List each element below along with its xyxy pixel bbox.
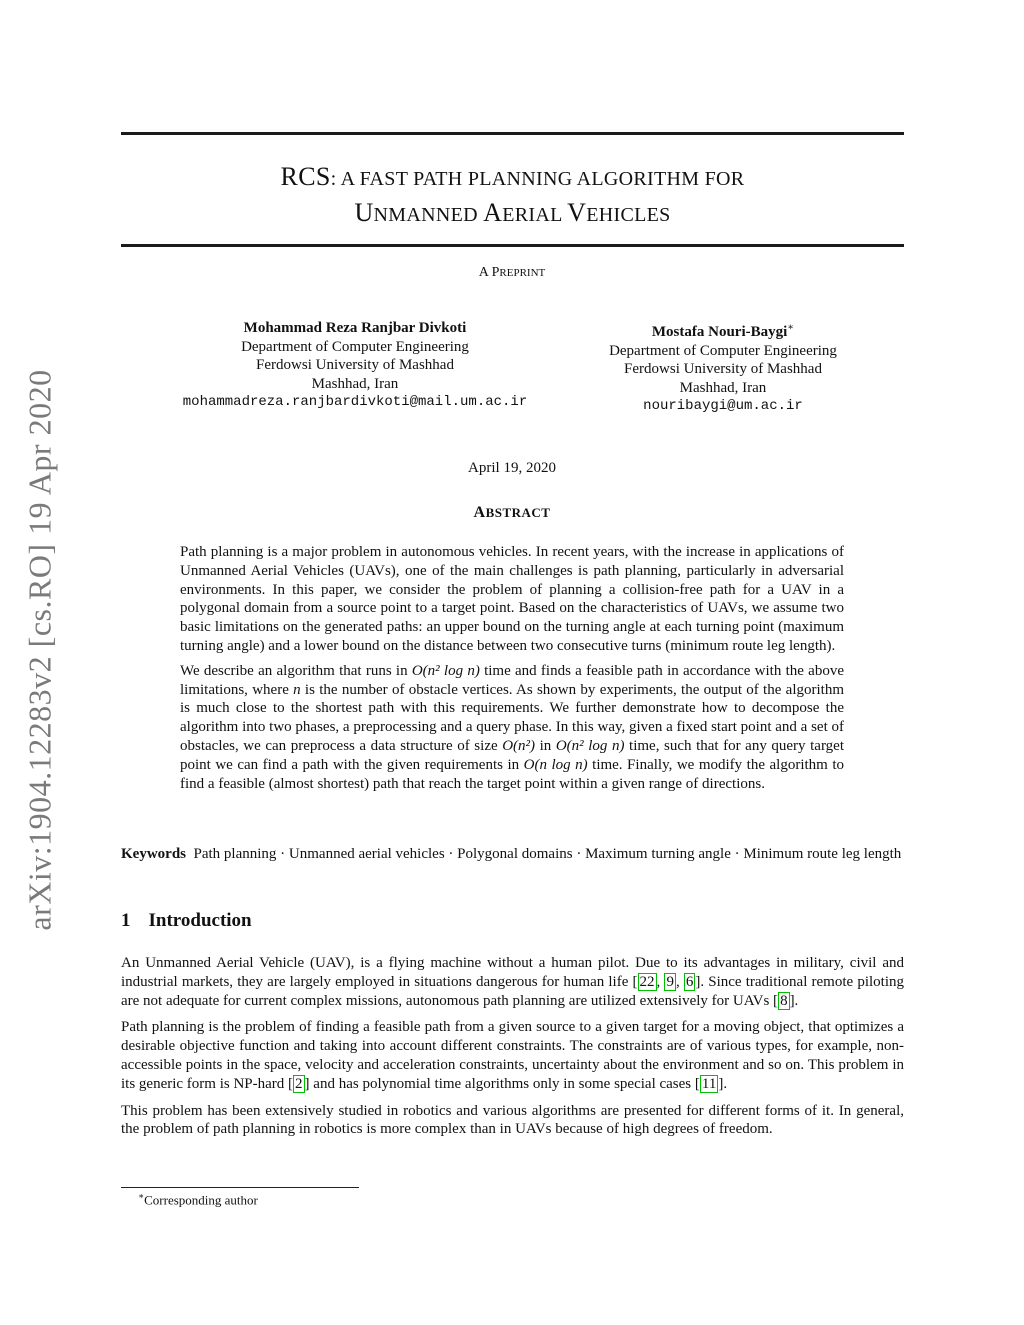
arxiv-id-text: arXiv:1904.12283v2 [cs.RO] 19 Apr 2020 [21,369,58,931]
footnote-rule [121,1187,359,1188]
preprint-label: A PREPRINT [478,265,546,280]
footnote: ∗Corresponding author [138,1191,258,1208]
author-univ: Ferdowsi University of Mashhad [624,361,822,377]
citation-link[interactable]: 11 [701,1075,717,1092]
author-univ: Ferdowsi University of Mashhad [256,357,454,373]
intro-paragraph-3: This problem has been extensively studied in robotics and various algorithms are presented for different forms of it. In general, the problem of path planning in robotics is more complex than in UAVs because of high degrees of freedom. [121,1102,904,1138]
arxiv-stamp [10,350,70,950]
author-city: Mashhad, Iran [311,375,399,392]
intro-paragraph-1: An Unmanned Aerial Vehicle (UAV), is a flying machine without a human pilot. Due to its advantages in military, civil and industrial markets, they are largely employed in situations dangerous for human life [ 22 , 9 , 6 ]. Since traditional remote piloting are not adequate for current complex missions, autonomous path planning are utilized extensively for UAVs [ 8 ]. [121,955,904,1009]
paper-date: April 19, 2020 [468,460,556,476]
abstract-body [180,543,844,799]
author-2 [573,319,873,416]
author-name: Mohammad Reza Ranjbar Divkoti [243,320,467,336]
author-1 [155,319,555,412]
author-dept: Department of Computer Engineering [609,342,837,359]
citation-link[interactable]: 6 [685,973,694,990]
abstract-heading: ABSTRACT [473,504,551,521]
citation-link[interactable]: 22 [639,973,655,990]
keywords-text: Path planning · Unmanned aerial vehicles · Polygonal domains · Maximum turning angle · Minimum route leg length [193,846,902,862]
title-bottom-rule [121,244,904,247]
title-line-2: UNMANNED AERIAL VEHICLES [354,198,671,227]
abstract-paragraph-2: We describe an algorithm that runs in O(n² log n) time and finds a feasible path in accordance with the above limitations, where n is the number of obstacle vertices. As shown by experiments, the output of the algorithm is much close to the shortest path with this requirements. We further demonstrate how to decompose the algorithm into two phases, a preprocessing and a query phase. In this way, given a fixed start point and a set of obstacles, we can preprocess a data structure of size O(n²) in O(n² log n) time, such that for any query target point we can find a path with the given requirements in O(n log n) time. Finally, we modify the algorithm to find a feasible (almost shortest) path that reach the target point within a given range of directions. [180,662,844,792]
author-email[interactable]: nouribaygi@um.ac.ir [643,398,803,414]
citation-link[interactable]: 2 [295,1075,303,1092]
abstract-paragraph-1: Path planning is a major problem in autonomous vehicles. In recent years, with the increase in applications of Unmanned Aerial Vehicles (UAVs), one of the main challenges is path planning, particularly in adversarial environments. In this paper, we consider the problem of planning a collision-free path for a UAV in a polygonal domain from a source point to a target point. Based on the characteristics of UAVs, we assume two basic limitations on the generated paths: an upper bound on the turning angle at each turning point (maximum turning angle) and a lower bound on the distance between two consecutive turns (minimum route leg length). [180,544,844,654]
title-line-1: RCS: A FAST PATH PLANNING ALGORITHM FOR [280,162,745,191]
citation-link[interactable]: 9 [666,973,674,990]
author-name: Mostafa Nouri-Baygi∗ [651,322,795,340]
author-dept: Department of Computer Engineering [241,338,469,355]
author-email[interactable]: mohammadreza.ranjbardivkoti@mail.um.ac.ir [182,394,528,410]
author-city: Mashhad, Iran [679,379,767,396]
citation-link[interactable]: 8 [780,992,788,1009]
keywords [121,845,904,864]
intro-body [121,954,904,1147]
intro-paragraph-2: Path planning is the problem of finding a feasible path from a given source to a given target for a moving object, that optimizes a desirable objective function and taking into account different constraints. The constraints are of various types, for example, non-accessible points in the space, velocity and acceleration constraints, uncertainty about the environment and so on. This problem in its generic form is NP-hard [ 2 ] and has polynomial time algorithms only in some special cases [ 11 ]. [121,1019,904,1092]
section-heading: 1 Introduction [121,910,252,931]
title-top-rule [121,132,904,135]
paper-title [121,160,904,232]
keywords-label: Keywords [121,846,186,862]
